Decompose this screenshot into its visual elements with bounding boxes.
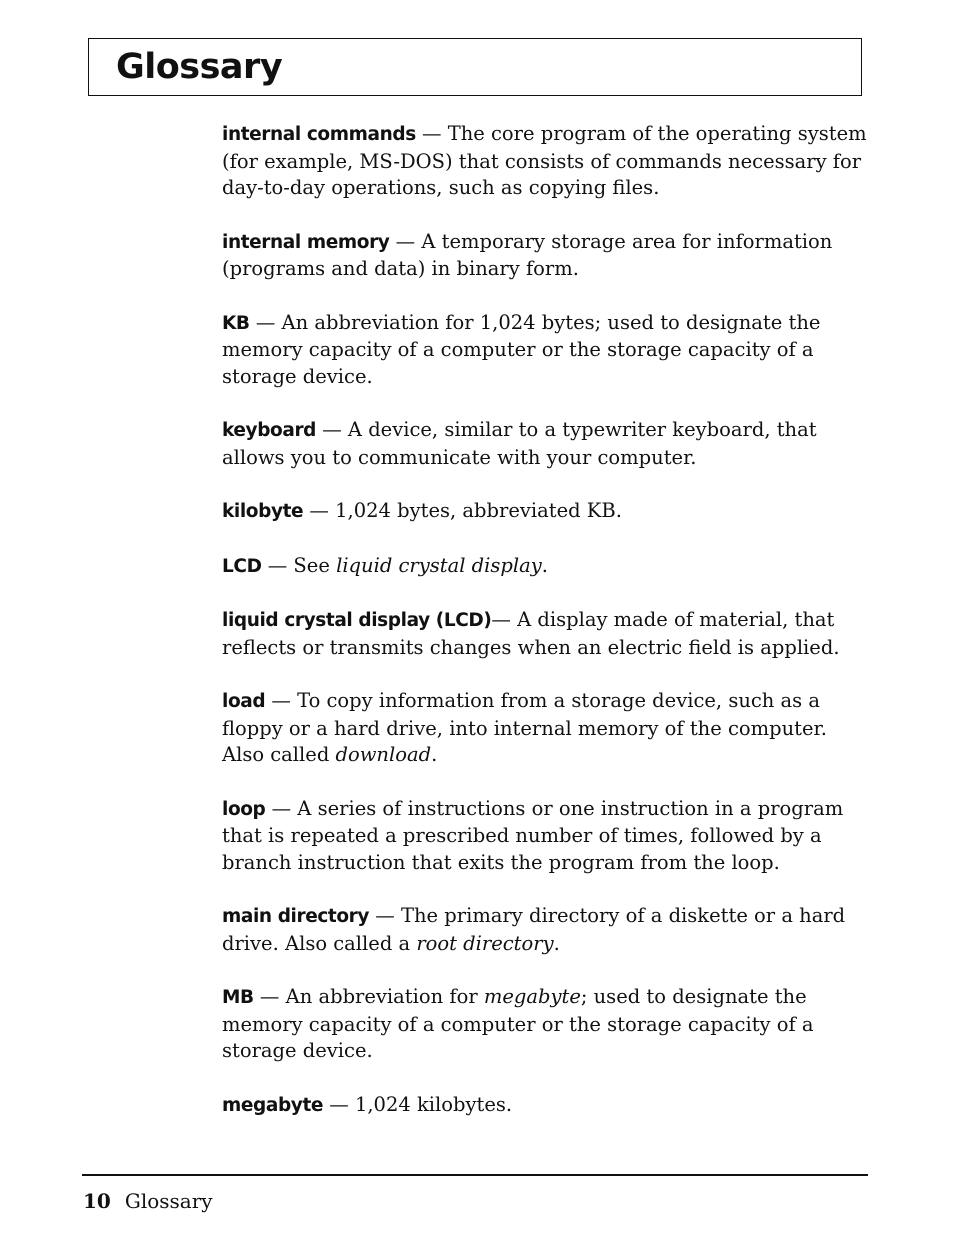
title-box [88, 38, 862, 96]
footer-rule [82, 1174, 868, 1176]
glossary-entry-main-directory [222, 903, 867, 957]
glossary-definition-emphasis: liquid crystal display [336, 553, 542, 577]
glossary-definition-emphasis: root directory [416, 931, 554, 955]
glossary-definition: . [553, 931, 560, 955]
footer-section-label: Glossary [124, 1189, 213, 1213]
glossary-definition-emphasis: megabyte [483, 985, 581, 1008]
glossary-entry-load [222, 688, 867, 769]
glossary-term: kilobyte [222, 501, 304, 522]
glossary-term: megabyte [222, 1094, 324, 1116]
glossary-entry-keyboard [222, 417, 867, 471]
glossary-definition: — See [261, 553, 337, 577]
glossary-term: MB [222, 987, 254, 1008]
glossary-definition: — A temporary storage area for information (programs and data) in binary form. [222, 229, 833, 280]
glossary-entry-mb [222, 984, 867, 1065]
glossary-entry-megabyte [222, 1092, 867, 1120]
glossary-term: loop [222, 798, 266, 820]
glossary-definition-emphasis: download [335, 743, 432, 766]
glossary-definition: — A display made of material, that reflects or transmits changes when an electric field is applied. [222, 608, 840, 659]
glossary-entry-internal-memory [222, 229, 867, 283]
glossary-definition: — A series of instructions or one instruction in a program that is repeated a prescribed number of times, followed by a branch instruction that exits the program from the loop. [222, 796, 844, 874]
glossary-definition: ; used to designate the memory capacity of a computer or the storage capacity of a storage device. [222, 985, 814, 1062]
glossary-definition: — 1,024 bytes, abbreviated KB. [303, 499, 622, 522]
glossary-entry-kilobyte [222, 498, 867, 526]
glossary-entry-lcd [222, 553, 867, 581]
glossary-entry-kb [222, 310, 867, 391]
glossary-definition: — The core program of the operating system (for example, MS-DOS) that consists of commands necessary for day-to-day operations, such as copying files. [222, 122, 867, 199]
glossary-definition: — To copy information from a storage device, such as a floppy or a hard drive, into internal memory of the computer. Also called [222, 689, 827, 766]
glossary-entries [222, 121, 867, 1119]
glossary-definition: . [541, 553, 548, 577]
page-number: 10 [83, 1189, 111, 1213]
glossary-term: liquid crystal display (LCD) [222, 610, 492, 631]
glossary-term: load [222, 691, 266, 712]
glossary-definition: — An abbreviation for [253, 985, 484, 1008]
glossary-term: internal commands [222, 124, 416, 145]
glossary-term: LCD [222, 555, 262, 577]
glossary-term: internal memory [222, 231, 390, 253]
glossary-entry-liquid-crystal-display [222, 607, 867, 661]
glossary-term: main directory [222, 906, 370, 927]
glossary-definition: — The primary directory of a diskette or a hard drive. Also called a [222, 904, 846, 955]
glossary-definition: — 1,024 kilobytes. [323, 1092, 513, 1116]
glossary-term: keyboard [222, 420, 317, 441]
page-title: Glossary [116, 47, 283, 87]
glossary-term: KB [222, 312, 250, 334]
glossary-definition: — A device, similar to a typewriter keyboard, that allows you to communicate with your computer. [222, 418, 817, 469]
page-footer [83, 1187, 213, 1215]
glossary-definition: . [431, 743, 438, 766]
glossary-entry-loop [222, 796, 867, 877]
glossary-entry-internal-commands [222, 121, 867, 202]
glossary-definition: — An abbreviation for 1,024 bytes; used to designate the memory capacity of a computer or the storage capacity of a storage device. [222, 310, 821, 388]
